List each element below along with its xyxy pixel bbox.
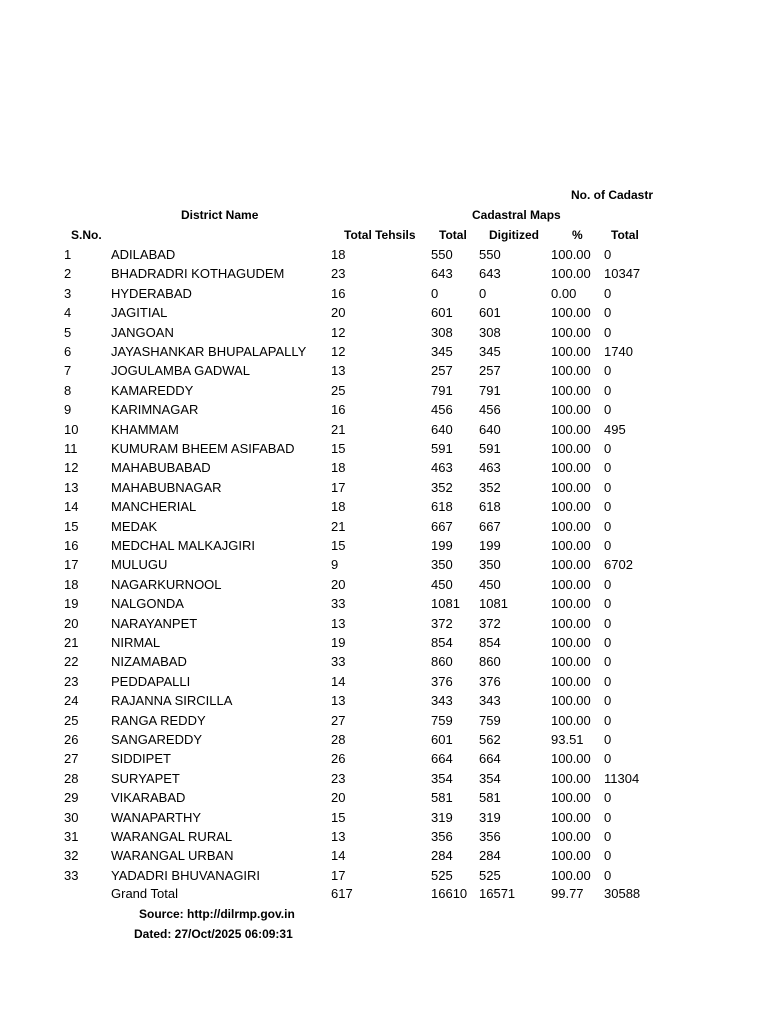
row-district-name: KAMAREDDY xyxy=(111,383,194,398)
row-total-tehsils: 20 xyxy=(331,577,346,592)
row-district-name: MAHABUBABAD xyxy=(111,460,211,475)
row-maps-digitized: 345 xyxy=(479,344,501,359)
row-percent: 100.00 xyxy=(551,363,591,378)
grand-total-label: Grand Total xyxy=(111,886,178,901)
row-maps-digitized: 372 xyxy=(479,616,501,631)
row-total-tehsils: 23 xyxy=(331,771,346,786)
row-district-name: MULUGU xyxy=(111,557,168,572)
row-total-tehsils: 14 xyxy=(331,848,346,863)
row-maps-digitized: 525 xyxy=(479,868,501,883)
row-district-name: WARANGAL URBAN xyxy=(111,848,234,863)
row-percent: 100.00 xyxy=(551,305,591,320)
table-row xyxy=(0,848,768,867)
table-row xyxy=(0,344,768,363)
table-row xyxy=(0,441,768,460)
table-row xyxy=(0,402,768,421)
row-total-tehsils: 9 xyxy=(331,557,339,572)
row-total-tehsils: 15 xyxy=(331,810,346,825)
row-total-2: 0 xyxy=(604,810,612,825)
row-percent: 100.00 xyxy=(551,868,591,883)
row-total-tehsils: 26 xyxy=(331,751,346,766)
row-total-2: 0 xyxy=(604,286,612,301)
row-district-name: JAGITIAL xyxy=(111,305,168,320)
row-percent: 100.00 xyxy=(551,422,591,437)
row-district-name: SANGAREDDY xyxy=(111,732,203,747)
header-cadastral-maps: Cadastral Maps xyxy=(472,208,561,222)
row-total-2: 0 xyxy=(604,325,612,340)
row-percent: 100.00 xyxy=(551,247,591,262)
row-district-name: SIDDIPET xyxy=(111,751,171,766)
row-district-name: MEDCHAL MALKAJGIRI xyxy=(111,538,255,553)
row-sno: 25 xyxy=(64,713,79,728)
row-maps-total: 601 xyxy=(431,732,453,747)
table-row xyxy=(0,383,768,402)
row-percent: 100.00 xyxy=(551,654,591,669)
row-total-tehsils: 23 xyxy=(331,266,346,281)
row-total-2: 0 xyxy=(604,460,612,475)
row-sno: 33 xyxy=(64,868,79,883)
row-total-2: 0 xyxy=(604,616,612,631)
grand-total-total: 16610 xyxy=(431,886,468,901)
table-row xyxy=(0,286,768,305)
row-total-tehsils: 13 xyxy=(331,616,346,631)
table-row xyxy=(0,266,768,285)
table-row xyxy=(0,519,768,538)
row-maps-digitized: 581 xyxy=(479,790,501,805)
row-sno: 30 xyxy=(64,810,79,825)
header-group-cadastral-top: No. of Cadastr xyxy=(571,188,654,202)
row-percent: 100.00 xyxy=(551,771,591,786)
row-maps-total: 591 xyxy=(431,441,453,456)
row-sno: 17 xyxy=(64,557,79,572)
row-sno: 7 xyxy=(64,363,72,378)
row-district-name: WANAPARTHY xyxy=(111,810,202,825)
grand-total-digitized: 16571 xyxy=(479,886,516,901)
row-percent: 0.00 xyxy=(551,286,577,301)
row-maps-digitized: 643 xyxy=(479,266,501,281)
row-maps-digitized: 199 xyxy=(479,538,501,553)
row-maps-digitized: 854 xyxy=(479,635,501,650)
row-maps-digitized: 350 xyxy=(479,557,501,572)
table-row xyxy=(0,713,768,732)
row-percent: 100.00 xyxy=(551,616,591,631)
row-sno: 4 xyxy=(64,305,72,320)
table-row xyxy=(0,247,768,266)
row-percent: 100.00 xyxy=(551,499,591,514)
row-percent: 100.00 xyxy=(551,810,591,825)
header-total: Total xyxy=(439,228,467,242)
row-total-2: 0 xyxy=(604,402,612,417)
table-row xyxy=(0,751,768,770)
row-percent: 100.00 xyxy=(551,713,591,728)
row-percent: 100.00 xyxy=(551,441,591,456)
row-total-2: 0 xyxy=(604,305,612,320)
row-maps-digitized: 640 xyxy=(479,422,501,437)
row-sno: 12 xyxy=(64,460,79,475)
grand-total-total-2: 30588 xyxy=(604,886,641,901)
table-row xyxy=(0,557,768,576)
row-total-tehsils: 13 xyxy=(331,363,346,378)
row-maps-digitized: 356 xyxy=(479,829,501,844)
row-total-tehsils: 12 xyxy=(331,325,346,340)
row-sno: 6 xyxy=(64,344,72,359)
row-total-tehsils: 18 xyxy=(331,460,346,475)
row-maps-digitized: 0 xyxy=(479,286,487,301)
table-row xyxy=(0,654,768,673)
row-total-tehsils: 13 xyxy=(331,829,346,844)
row-percent: 100.00 xyxy=(551,344,591,359)
table-row xyxy=(0,363,768,382)
table-row xyxy=(0,325,768,344)
row-total-2: 6702 xyxy=(604,557,633,572)
header-total-2: Total xyxy=(611,228,639,242)
row-district-name: NIRMAL xyxy=(111,635,161,650)
row-maps-digitized: 319 xyxy=(479,810,501,825)
row-total-2: 0 xyxy=(604,596,612,611)
row-sno: 13 xyxy=(64,480,79,495)
row-district-name: RAJANNA SIRCILLA xyxy=(111,693,233,708)
row-sno: 10 xyxy=(64,422,79,437)
row-total-2: 0 xyxy=(604,441,612,456)
row-total-tehsils: 25 xyxy=(331,383,346,398)
row-maps-total: 618 xyxy=(431,499,453,514)
row-maps-digitized: 1081 xyxy=(479,596,508,611)
row-maps-total: 319 xyxy=(431,810,453,825)
row-maps-total: 354 xyxy=(431,771,453,786)
row-total-2: 0 xyxy=(604,829,612,844)
row-district-name: BHADRADRI KOTHAGUDEM xyxy=(111,266,285,281)
row-total-2: 0 xyxy=(604,693,612,708)
table-row xyxy=(0,790,768,809)
row-total-2: 1740 xyxy=(604,344,633,359)
table-row xyxy=(0,810,768,829)
row-maps-digitized: 352 xyxy=(479,480,501,495)
row-district-name: NIZAMABAD xyxy=(111,654,187,669)
header-total-tehsils: Total Tehsils xyxy=(344,228,416,242)
row-percent: 100.00 xyxy=(551,693,591,708)
header-digitized: Digitized xyxy=(489,228,539,242)
row-maps-digitized: 376 xyxy=(479,674,501,689)
row-percent: 100.00 xyxy=(551,751,591,766)
row-total-tehsils: 16 xyxy=(331,402,346,417)
row-total-2: 0 xyxy=(604,732,612,747)
row-total-2: 10347 xyxy=(604,266,641,281)
row-maps-total: 376 xyxy=(431,674,453,689)
row-total-2: 0 xyxy=(604,577,612,592)
row-sno: 1 xyxy=(64,247,72,262)
table-row xyxy=(0,305,768,324)
row-sno: 3 xyxy=(64,286,72,301)
row-sno: 21 xyxy=(64,635,79,650)
table-row xyxy=(0,460,768,479)
row-sno: 8 xyxy=(64,383,72,398)
row-maps-digitized: 463 xyxy=(479,460,501,475)
row-maps-digitized: 562 xyxy=(479,732,501,747)
row-percent: 100.00 xyxy=(551,790,591,805)
row-sno: 5 xyxy=(64,325,72,340)
row-percent: 100.00 xyxy=(551,538,591,553)
row-maps-total: 456 xyxy=(431,402,453,417)
row-total-tehsils: 27 xyxy=(331,713,346,728)
row-district-name: JANGOAN xyxy=(111,325,174,340)
row-total-2: 495 xyxy=(604,422,626,437)
row-district-name: RANGA REDDY xyxy=(111,713,206,728)
row-maps-total: 550 xyxy=(431,247,453,262)
row-maps-digitized: 308 xyxy=(479,325,501,340)
row-total-2: 0 xyxy=(604,868,612,883)
row-percent: 100.00 xyxy=(551,266,591,281)
grand-total-tehsils: 617 xyxy=(331,886,353,901)
row-total-tehsils: 20 xyxy=(331,790,346,805)
row-percent: 100.00 xyxy=(551,829,591,844)
row-total-2: 11304 xyxy=(604,771,640,786)
row-percent: 100.00 xyxy=(551,519,591,534)
row-percent: 100.00 xyxy=(551,557,591,572)
row-maps-digitized: 450 xyxy=(479,577,501,592)
source-note: Source: http://dilrmp.gov.in xyxy=(139,907,295,921)
row-percent: 100.00 xyxy=(551,596,591,611)
table-row xyxy=(0,538,768,557)
row-maps-total: 601 xyxy=(431,305,453,320)
row-total-tehsils: 16 xyxy=(331,286,346,301)
header-district-name: District Name xyxy=(181,208,259,222)
row-district-name: HYDERABAD xyxy=(111,286,192,301)
row-total-tehsils: 17 xyxy=(331,868,346,883)
row-total-2: 0 xyxy=(604,790,612,805)
row-district-name: PEDDAPALLI xyxy=(111,674,191,689)
row-percent: 100.00 xyxy=(551,848,591,863)
grand-total-percent: 99.77 xyxy=(551,886,584,901)
row-maps-total: 343 xyxy=(431,693,453,708)
row-maps-digitized: 618 xyxy=(479,499,501,514)
row-sno: 28 xyxy=(64,771,79,786)
row-total-tehsils: 17 xyxy=(331,480,346,495)
row-percent: 100.00 xyxy=(551,402,591,417)
row-district-name: JAYASHANKAR BHUPALAPALLY xyxy=(111,344,307,359)
grand-total-row xyxy=(0,886,768,905)
row-percent: 100.00 xyxy=(551,674,591,689)
row-percent: 100.00 xyxy=(551,635,591,650)
row-total-2: 0 xyxy=(604,499,612,514)
row-maps-digitized: 456 xyxy=(479,402,501,417)
row-total-tehsils: 28 xyxy=(331,732,346,747)
row-sno: 31 xyxy=(64,829,79,844)
row-total-2: 0 xyxy=(604,848,612,863)
row-maps-total: 581 xyxy=(431,790,453,805)
row-maps-total: 345 xyxy=(431,344,453,359)
row-total-tehsils: 15 xyxy=(331,441,346,456)
row-maps-total: 284 xyxy=(431,848,453,863)
row-maps-total: 664 xyxy=(431,751,453,766)
table-row xyxy=(0,829,768,848)
row-district-name: MEDAK xyxy=(111,519,158,534)
header-sno: S.No. xyxy=(71,228,102,242)
row-maps-total: 350 xyxy=(431,557,453,572)
row-sno: 2 xyxy=(64,266,72,281)
row-sno: 16 xyxy=(64,538,79,553)
row-total-2: 0 xyxy=(604,538,612,553)
row-percent: 100.00 xyxy=(551,383,591,398)
row-total-tehsils: 18 xyxy=(331,499,346,514)
row-maps-total: 791 xyxy=(431,383,453,398)
table-row xyxy=(0,616,768,635)
table-row xyxy=(0,499,768,518)
table-row xyxy=(0,635,768,654)
row-maps-digitized: 550 xyxy=(479,247,501,262)
row-maps-digitized: 667 xyxy=(479,519,501,534)
row-maps-digitized: 591 xyxy=(479,441,501,456)
row-total-tehsils: 15 xyxy=(331,538,346,553)
row-maps-total: 463 xyxy=(431,460,453,475)
row-percent: 100.00 xyxy=(551,325,591,340)
table-row xyxy=(0,480,768,499)
table-row xyxy=(0,732,768,751)
row-maps-total: 643 xyxy=(431,266,453,281)
row-total-2: 0 xyxy=(604,247,612,262)
row-district-name: SURYAPET xyxy=(111,771,180,786)
row-sno: 32 xyxy=(64,848,79,863)
table-row xyxy=(0,596,768,615)
row-total-tehsils: 13 xyxy=(331,693,346,708)
header-percent: % xyxy=(572,228,583,242)
row-district-name: KARIMNAGAR xyxy=(111,402,199,417)
row-total-2: 0 xyxy=(604,363,612,378)
row-maps-total: 667 xyxy=(431,519,453,534)
table-row xyxy=(0,674,768,693)
row-district-name: NALGONDA xyxy=(111,596,184,611)
row-sno: 26 xyxy=(64,732,79,747)
row-total-tehsils: 20 xyxy=(331,305,346,320)
row-percent: 100.00 xyxy=(551,577,591,592)
row-sno: 14 xyxy=(64,499,79,514)
row-district-name: KUMURAM BHEEM ASIFABAD xyxy=(111,441,295,456)
row-total-2: 0 xyxy=(604,519,612,534)
row-sno: 23 xyxy=(64,674,79,689)
row-maps-total: 640 xyxy=(431,422,453,437)
row-district-name: MAHABUBNAGAR xyxy=(111,480,222,495)
row-maps-digitized: 664 xyxy=(479,751,501,766)
row-total-tehsils: 33 xyxy=(331,654,346,669)
row-maps-digitized: 860 xyxy=(479,654,501,669)
row-sno: 24 xyxy=(64,693,79,708)
row-percent: 100.00 xyxy=(551,480,591,495)
row-total-2: 0 xyxy=(604,713,612,728)
row-maps-digitized: 791 xyxy=(479,383,501,398)
row-total-tehsils: 18 xyxy=(331,247,346,262)
row-total-2: 0 xyxy=(604,383,612,398)
row-district-name: NARAYANPET xyxy=(111,616,198,631)
row-sno: 18 xyxy=(64,577,79,592)
row-district-name: NAGARKURNOOL xyxy=(111,577,222,592)
row-maps-total: 0 xyxy=(431,286,439,301)
table-row xyxy=(0,577,768,596)
row-maps-digitized: 257 xyxy=(479,363,501,378)
table-row xyxy=(0,868,768,887)
row-total-2: 0 xyxy=(604,674,612,689)
row-total-tehsils: 33 xyxy=(331,596,346,611)
table-row xyxy=(0,771,768,790)
row-district-name: VIKARABAD xyxy=(111,790,186,805)
row-maps-total: 525 xyxy=(431,868,453,883)
table-row xyxy=(0,422,768,441)
row-maps-total: 759 xyxy=(431,713,453,728)
row-maps-total: 372 xyxy=(431,616,453,631)
row-total-2: 0 xyxy=(604,751,612,766)
row-district-name: MANCHERIAL xyxy=(111,499,197,514)
row-district-name: WARANGAL RURAL xyxy=(111,829,233,844)
row-maps-total: 257 xyxy=(431,363,453,378)
row-maps-total: 199 xyxy=(431,538,453,553)
row-maps-total: 854 xyxy=(431,635,453,650)
row-maps-total: 356 xyxy=(431,829,453,844)
row-maps-total: 450 xyxy=(431,577,453,592)
table-row xyxy=(0,693,768,712)
row-percent: 100.00 xyxy=(551,460,591,475)
row-district-name: ADILABAD xyxy=(111,247,176,262)
row-total-2: 0 xyxy=(604,480,612,495)
row-total-2: 0 xyxy=(604,654,612,669)
row-maps-digitized: 759 xyxy=(479,713,501,728)
dated-note: Dated: 27/Oct/2025 06:09:31 xyxy=(134,927,293,941)
row-sno: 27 xyxy=(64,751,79,766)
row-sno: 29 xyxy=(64,790,79,805)
row-total-2: 0 xyxy=(604,635,612,650)
row-sno: 15 xyxy=(64,519,79,534)
row-maps-total: 1081 xyxy=(431,596,460,611)
row-district-name: YADADRI BHUVANAGIRI xyxy=(111,868,261,883)
row-sno: 9 xyxy=(64,402,72,417)
row-maps-digitized: 343 xyxy=(479,693,501,708)
row-maps-digitized: 601 xyxy=(479,305,501,320)
row-total-tehsils: 14 xyxy=(331,674,346,689)
row-maps-digitized: 354 xyxy=(479,771,501,786)
row-sno: 22 xyxy=(64,654,79,669)
row-sno: 20 xyxy=(64,616,79,631)
row-total-tehsils: 19 xyxy=(331,635,346,650)
row-district-name: JOGULAMBA GADWAL xyxy=(111,363,250,378)
row-percent: 93.51 xyxy=(551,732,584,747)
row-maps-digitized: 284 xyxy=(479,848,501,863)
row-total-tehsils: 12 xyxy=(331,344,346,359)
row-sno: 19 xyxy=(64,596,79,611)
row-maps-total: 308 xyxy=(431,325,453,340)
row-sno: 11 xyxy=(64,441,78,456)
row-district-name: KHAMMAM xyxy=(111,422,179,437)
row-total-tehsils: 21 xyxy=(331,422,346,437)
row-maps-total: 860 xyxy=(431,654,453,669)
row-total-tehsils: 21 xyxy=(331,519,346,534)
row-maps-total: 352 xyxy=(431,480,453,495)
